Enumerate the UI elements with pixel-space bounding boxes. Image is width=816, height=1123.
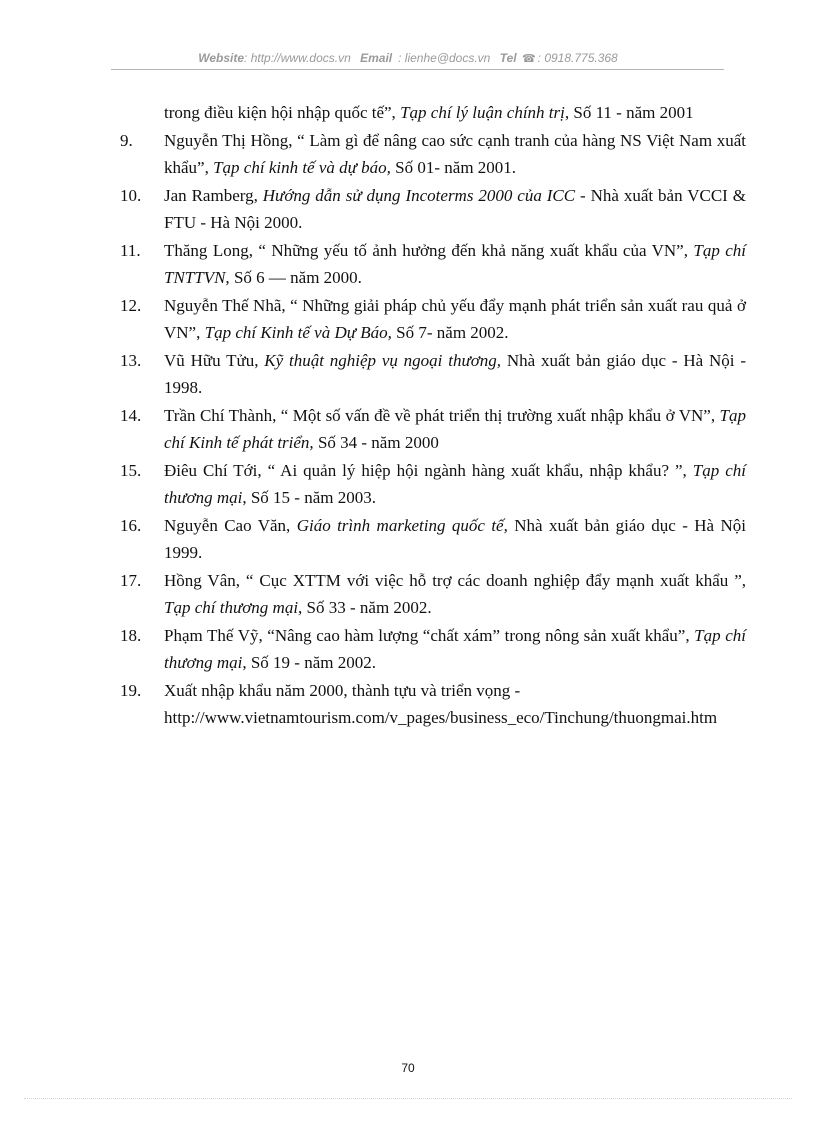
reference-issue: Số 7- năm 2002. bbox=[391, 323, 509, 342]
reference-author-title: Nguyễn Thị Hồng, “ Làm gì để nâng cao sức cạnh tranh của hàng NS Việt Nam xuất khẩu”, bbox=[164, 130, 746, 177]
reference-text bbox=[164, 182, 746, 237]
page-header bbox=[0, 51, 816, 65]
reference-issue: Nhà xuất bản giáo dục - Hà Nội - 1998. bbox=[164, 350, 746, 397]
reference-issue: - Nhà xuất bản VCCI & FTU - Hà Nội 2000. bbox=[164, 185, 746, 232]
reference-item bbox=[120, 292, 746, 347]
reference-text bbox=[164, 457, 746, 512]
reference-author-title: Jan Ramberg, bbox=[164, 185, 263, 205]
reference-author-title: Nguyễn Cao Văn, bbox=[164, 515, 297, 535]
reference-issue: , Số 15 - năm 2003. bbox=[242, 488, 376, 507]
reference-item bbox=[120, 457, 746, 512]
reference-source: Kỹ thuật nghiệp vụ ngoại thương, bbox=[264, 350, 502, 370]
reference-text bbox=[164, 622, 746, 677]
reference-item bbox=[120, 347, 746, 402]
reference-author-title: Điêu Chí Tới, “ Ai quản lý hiệp hội ngành hàng xuất khẩu, nhập khẩu? ”, bbox=[164, 460, 693, 480]
reference-number: 15. bbox=[120, 460, 142, 480]
reference-text bbox=[164, 567, 746, 622]
page-bottom-border bbox=[24, 1098, 792, 1099]
reference-issue: Số 34 - năm 2000 bbox=[313, 433, 439, 452]
reference-item bbox=[120, 182, 746, 237]
reference-source: Hướng dẫn sử dụng Incoterms 2000 của ICC bbox=[262, 185, 576, 205]
reference-issue: Số 6 — năm 2000. bbox=[229, 268, 362, 287]
reference-issue: Nhà xuất bản giáo dục - Hà Nội 1999. bbox=[164, 515, 747, 562]
continuation-text: trong điều kiện hội nhập quốc tế”, bbox=[164, 103, 401, 122]
reference-number: 11. bbox=[120, 240, 141, 260]
reference-source: Tạp chí thương mại bbox=[164, 625, 746, 672]
reference-source: Tạp chí thương mại bbox=[164, 598, 299, 617]
reference-issue: Số 01- năm 2001. bbox=[390, 158, 517, 177]
reference-source: Tạp chí Kinh tế phát triển, bbox=[164, 405, 746, 452]
reference-item bbox=[120, 677, 746, 732]
reference-item bbox=[120, 237, 746, 292]
reference-author-title: Thăng Long, “ Những yếu tố ảnh hưởng đến khả năng xuất khẩu của VN”, bbox=[164, 240, 694, 260]
reference-text bbox=[164, 402, 746, 457]
reference-continuation bbox=[120, 99, 746, 127]
reference-text bbox=[164, 677, 746, 732]
reference-number: 9. bbox=[120, 130, 133, 150]
reference-number: 12. bbox=[120, 295, 142, 315]
reference-text bbox=[164, 512, 746, 567]
email-label: Email bbox=[360, 51, 393, 65]
tel-value: : 0918.775.368 bbox=[537, 51, 618, 65]
tel-label: Tel bbox=[499, 51, 517, 65]
reference-number: 19. bbox=[120, 680, 142, 700]
reference-author-title: Nguyễn Thế Nhã, “ Những giải pháp chủ yếu đẩy mạnh phát triển sản xuất rau quả ở VN”, bbox=[164, 295, 746, 342]
reference-url-link[interactable]: http://www.vietnamtourism.com/v_pages/business_eco/Tinchung/thuongmai.htm bbox=[164, 708, 718, 727]
header-divider bbox=[111, 69, 724, 70]
reference-text bbox=[164, 127, 746, 182]
reference-number: 17. bbox=[120, 570, 142, 590]
reference-author-title: Trần Chí Thành, “ Một số vấn đề về phát triển thị trường xuất nhập khẩu ở VN”, bbox=[164, 405, 720, 425]
reference-number: 18. bbox=[120, 625, 142, 645]
reference-source: Tạp chí thương mại bbox=[164, 460, 746, 507]
reference-source: Tạp chí kinh tế và dự báo, bbox=[213, 158, 391, 177]
reference-item bbox=[120, 622, 746, 677]
reference-issue: , Số 19 - năm 2002. bbox=[242, 653, 376, 672]
reference-text bbox=[164, 237, 746, 292]
website-label: Website bbox=[198, 51, 245, 65]
reference-issue: , Số 33 - năm 2002. bbox=[298, 598, 432, 617]
reference-number: 14. bbox=[120, 405, 142, 425]
phone-icon: ☎ bbox=[521, 53, 536, 65]
reference-item bbox=[120, 567, 746, 622]
reference-author-title: Xuất nhập khẩu năm 2000, thành tựu và triển vọng - bbox=[164, 680, 521, 700]
reference-number: 16. bbox=[120, 515, 142, 535]
reference-author-title: Phạm Thế Vỹ, “Nâng cao hàm lượng “chất xám” trong nông sản xuất khẩu”, bbox=[164, 625, 695, 645]
reference-number: 13. bbox=[120, 350, 142, 370]
email-value: : lienhe@docs.vn bbox=[398, 51, 491, 65]
reference-source: Tạp chí TNTTVN, bbox=[164, 240, 746, 287]
reference-author-title: Hồng Vân, “ Cục XTTM với việc hỗ trợ các doanh nghiệp đẩy mạnh xuất khẩu ”, bbox=[164, 570, 746, 590]
reference-source: Giáo trình marketing quốc tế, bbox=[296, 515, 508, 535]
reference-item bbox=[120, 402, 746, 457]
reference-source: Tạp chí Kinh tế và Dự Báo, bbox=[204, 323, 392, 342]
continuation-issue: , Số 11 - năm 2001 bbox=[564, 103, 694, 122]
reference-item bbox=[120, 127, 746, 182]
reference-author-title: Vũ Hữu Tửu, bbox=[164, 350, 265, 370]
page-number: 70 bbox=[401, 1061, 415, 1075]
reference-list bbox=[120, 99, 746, 732]
reference-text bbox=[164, 292, 746, 347]
reference-text bbox=[164, 347, 746, 402]
reference-item bbox=[120, 512, 746, 567]
reference-number: 10. bbox=[120, 185, 142, 205]
website-value: : http://www.docs.vn bbox=[244, 51, 351, 65]
continuation-journal: Tạp chí lý luận chính trị bbox=[400, 103, 565, 122]
